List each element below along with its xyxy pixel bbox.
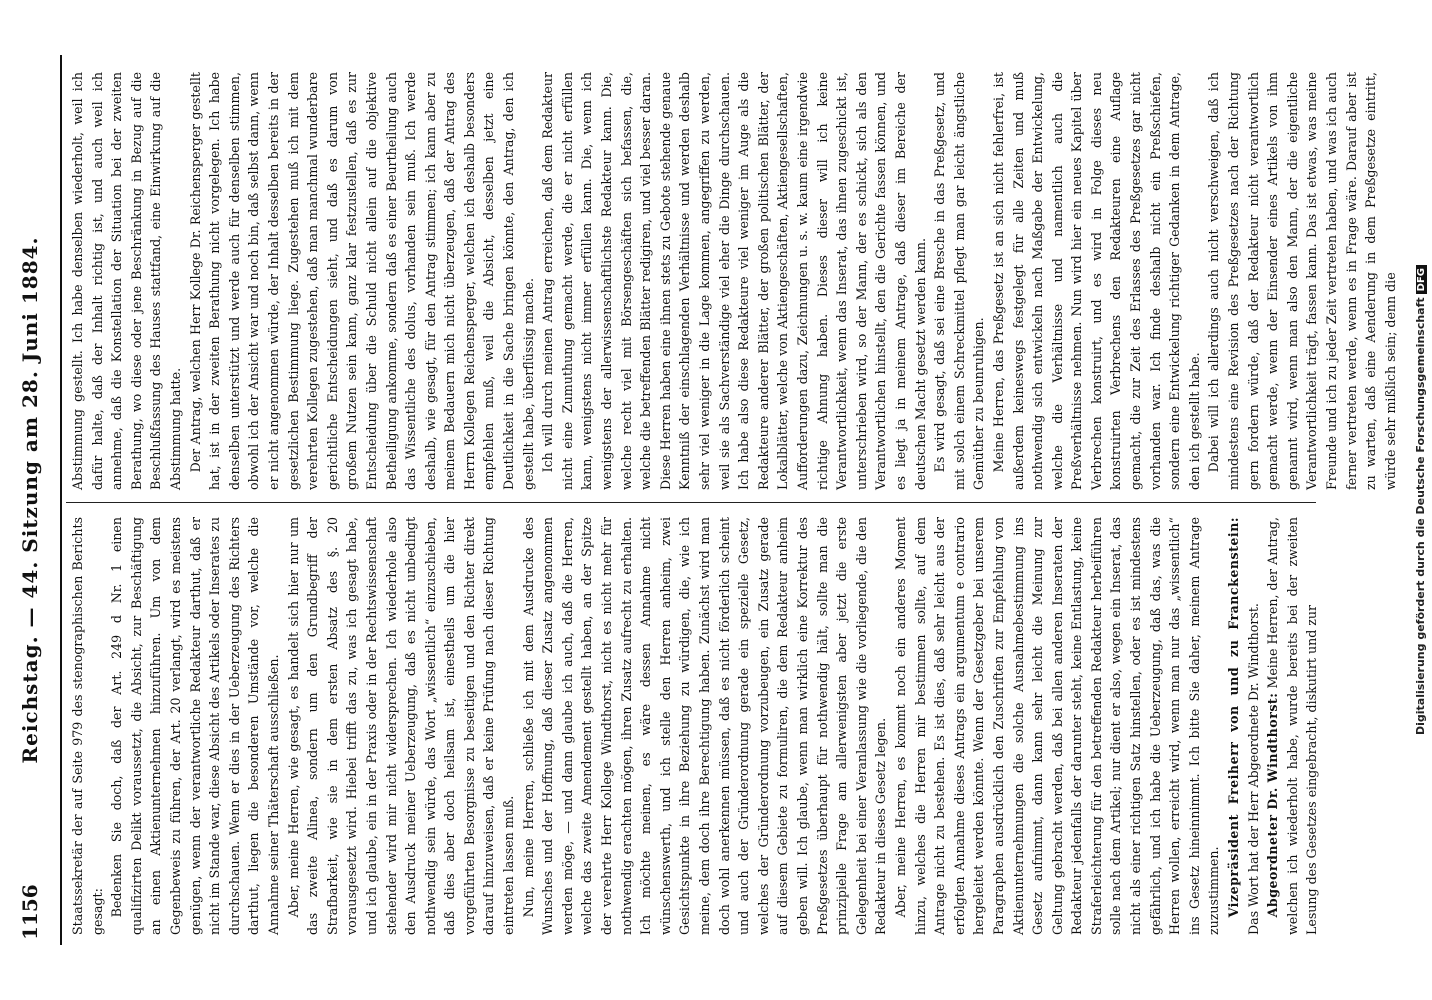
- left-column: [68, 517, 1318, 935]
- paragraph: Aber, meine Herren, es kommt noch ein anderes Moment hinzu, welches die Herren mir bestimmen sollte, auf dem Antrage nicht zu bestehen. Es ist dies, daß sehr leicht aus der erfolgten Annahme dieses Antrags ein argumentum e contrario hergeleitet werden könnte. Wenn der Gesetzgeber bei unserem Paragraphen ausdrücklich den Zuschriften zur Empfehlung von Aktienunternehmungen die solche Ausnahmebestimmung ins Gesetz aufnimmt, dann kann sehr leicht die Meinung zur Geltung gebracht werden, daß bei allen anderen Inseraten der Redakteur jedenfalls der darunter steht, keine Entlastung, keine Straferleichterung für den betreffenden Redakteur herbeiführen solle nach dem Artikel; nur dient er also, wegen ein Inserat, das nicht als einer richtigen Satz hinstellen, oder es ist mindestens gefährlich, und ich habe die Ueberzeugung, daß das, was die Herren wollen, erreicht wird, wenn man nur das „wissentlich“ ins Gesetz hineinnimmt. Ich bitte Sie daher, meinem Antrage zuzustimmen.: [892, 517, 1222, 935]
- speaker-text: Das Wort hat der Herr Abgeordnete Dr. Windthorst.: [1245, 603, 1261, 935]
- speaker-block: [1263, 517, 1322, 935]
- column-divider: [66, 502, 1316, 503]
- speaker-name: Vizepräsident Freiherr von und zu Franckenstein:: [1226, 517, 1242, 918]
- running-title: Reichstag. — 44. Sitzung am 28. Juni 1884.: [18, 236, 42, 764]
- page-number: 1156: [18, 884, 42, 940]
- paragraph: Staatssekretär der auf Seite 979 des stenographischen Berichts gesagt:: [70, 517, 105, 935]
- speaker-text: Meine Herren, der Antrag, welchen ich wiederholt habe, wurde bereits bei der zweiten Lesung des Gesetzes eingebracht, diskutirt und zur: [1265, 517, 1320, 935]
- paragraph: Abstimmung gestellt. Ich habe denselben wiederholt, weil ich dafür halte, daß der Inhalt richtig ist, und auch weil ich annehme, daß die Konstellation der Situation bei der zweiten Berathung, wo diese oder jene Beschränkung in Bezug auf die Beschlußfassung des Hauses stattfand, eine Einwirkung auf die Abstimmung hatte.: [70, 72, 183, 490]
- paragraph: Es wird gesagt, daß sei eine Bresche in das Preßgesetz, und mit solch einem Schreckmittel pflegt man gar leicht ängstliche Gemüther zu beunruhigen.: [932, 72, 987, 490]
- dfg-logo: DFG: [1416, 265, 1427, 294]
- paragraph: Meine Herren, das Preßgesetz ist an sich nicht fehlerfrei, ist außerdem keineswegs festgelegt für alle Zeiten und muß nothwendig sich entwickeln nach Maßgabe der Entwickelung, welche die Verhältnisse und namentlich auch die Preßverhältnisse nehmen. Nun wird hier ein neues Kapitel über Verbrechen konstruirt, und es wird in Folge dieses neu konstruirten Verbrechens den Redakteuren eine Auflage gemacht, die zur Zeit des Erlasses des Preßgesetzes gar nicht vorhanden war. Ich finde deshalb nicht ein Preßschiefen, sondern eine Entwickelung richtiger Gedanken in dem Antrage, den ich gestellt habe.: [990, 72, 1202, 490]
- paragraph: Bedenken Sie doch, daß der Art. 249 d Nr. 1 einen qualifizirten Delikt voraussetzt, die Absicht, zur Beschäftigung an einen Aktienunternehmen hinzuführen. Um von dem Gegenbeweis zu führen, der Art. 20 verlangt, wird es meistens genügen, wenn der verantwortliche Redakteur darthut, daß er nicht im Stande war, diese Absicht des Artikels oder Inserates zu durchschauen. Wenn er dies in der Ueberzeugung des Richters darthut, liegen die besonderen Umstände vor, welche die Annahme seiner Thäterschaft ausschließen.: [109, 517, 281, 935]
- header-rule: [60, 55, 62, 945]
- right-column: [68, 72, 1398, 490]
- paragraph: Aber, meine Herren, wie gesagt, es handelt sich hier nur um das zweite Alinea, sondern um den Grundbegriff der Strafbarkeit, wie sie in dem ersten Absatz des §. 20 vorausgesetzt wird. Hiebei trifft das zu, was ich gesagt habe, und ich glaube, ein in der Praxis oder in der Rechtswissenschaft stehender wird mir nicht widersprechen. Ich wiederhole also den Ausdruck meiner Ueberzeugung, daß es nicht unbedingt nothwendig sein würde, das Wort „wissentlich“ einzuschieben, daß dies aber doch heilsam ist, einestheils um die hier vorgeführten Besorgnisse zu beseitigen und den Richter direkt darauf hinzuweisen, daß er keine Prüfung nach dieser Richtung eintreten lassen muß.: [285, 517, 517, 935]
- credit-text: Digitalisierung gefördert durch die Deutsche Forschungsgemeinschaft: [1414, 297, 1427, 736]
- paragraph: Nun, meine Herren, schließe ich mit dem Ausdrucke des Wunsches und der Hoffnung, daß dieser Zusatz angenommen werden möge, — und dann glaube ich auch, daß die Herren, welche das zweite Amendement gestellt haben, an der Spitze der verehrte Herr Kollege Windthorst, nicht es nicht mehr für nothwendig erachten mögen, ihren Zusatz aufrecht zu erhalten. Ich möchte meinen, es wäre dessen Annahme nicht wünschenswerth, und ich stelle den Herren anheim, zwei Gesichtspunkte in ihre Beziehung zu würdigen, die, wie ich meine, dem doch ihre Berechtigung haben. Zunächst wird man doch wohl anerkennen müssen, daß es nicht förderlich scheint und auch der Gründerordnung gerade ein spezielle Gesetz, welches der Gründerordnung vorzubeugen, ein Zusatz gerade auf diesem Gebiete zu formuliren, die dem Redakteur anheim geben will. Ich glaube, wenn man wirklich eine Korrektur des Preßgesetzes überhaupt für nothwendig hält, sollte man die prinzipielle Frage am allerwenigsten aber jetzt die erste Gelegenheit bei einer Veranlassung wie die vorliegende, die den Redakteur in dieses Gesetz legen.: [520, 517, 889, 935]
- speaker-name: Abgeordneter Dr. Windthorst:: [1265, 692, 1281, 918]
- paragraph: Der Antrag, welchen Herr Kollege Dr. Reichensperger gestellt hat, ist in der zweiten Berathung nicht vorgelegen. Ich habe denselben unterstützt und werde auch für denselben stimmen, obwohl ich der Ansicht war und noch bin, daß selbst dann, wenn er nicht angenommen würde, der Inhalt desselben bereits in der gesetzlichen Bestimmung liege. Zugestehen muß ich mit dem verehrten Kollegen zugestehen, daß man manchmal wunderbare gerichtliche Entscheidungen sieht, und daß es darum von großem Nutzen sein kann, ganz klar festzustellen, daß es zur Entscheidung über die Schuld nicht allein auf die objektive Betheiligung ankomme, sondern daß es einer Beurtheilung auch das Wissentliche des dolus, vorhanden sein muß. Ich werde deshalb, wie gesagt, für den Antrag stimmen; ich kann aber zu meinem Bedauern mich nicht überzeugen, daß der Antrag des Herrn Kollegen Reichensperger, welchen ich deshalb besonders empfehlen muß, weil die Absicht, desselben jetzt eine Deutlichkeit in die Sache bringen könnte, den Antrag, den ich gestellt habe, überflüssig mache.: [187, 72, 536, 490]
- speaker-block: [1224, 517, 1263, 935]
- page-header: [14, 60, 48, 940]
- paragraph: Dabei will ich allerdings auch nicht verschweigen, daß ich mindestens eine Revision des Preßgesetzes nach der Richtung gern fordern würde, daß der Redakteur nicht verantwortlich gemacht werde, wenn der Einsender eines Artikels von ihm genannt wird, wenn man also den Mann, der die eigentliche Verantwortlichkeit trägt, fassen kann. Das ist etwas, was meine Freunde und ich zu jeder Zeit vertreten haben, und was ich auch ferner vertreten werde, wenn es in Frage wäre. Darauf aber ist zu warten, daß eine Aenderung in dem Preßgesetze eintritt, würde sehr mißlich sein; denn die: [1206, 72, 1398, 490]
- digitization-credit: [1414, 0, 1427, 1000]
- paragraph: Ich will durch meinen Antrag erreichen, daß dem Redakteur nicht eine Zumuthung gemacht werde, die er nicht erfüllen kann, wenigstens nicht immer erfüllen kann. Die, wenn ich wenigstens der allerwissenschaftlichste Redakteur kann. Die, welche recht viel mit Börsengeschäften sich befassen, die, welche die betreffenden Blätter redigiren, und viel besser daran. Diese Herren haben eine ihnen stets zu Gebote stehende genaue Kenntniß der einschlagenden Verhältnisse und werden deshalb sehr viel weniger in die Lage kommen, angegriffen zu werden, weil sie als Sachverständige viel eher die Dinge durchschauen. Ich habe also diese Redakteure viel weniger im Auge als die Redakteure anderer Blätter, der großen politischen Blätter, der Lokalblätter, welche von Aktiengeschäften, Aktiengesellschaften, Aufforderungen dazu, Zeichnungen u. s. w. kaum eine irgendwie richtige Ahnung haben. Dieses dieser will ich keine Verantwortlichkeit, wenn das Inserat, das ihnen zugeschickt ist, unterschrieben wird, so der Mann, der es schickt, sich als den Verantwortlichen hinstellt, den die Gerichte fassen können, und es liegt ja in meinem Antrage, daß dieser im Bereiche der deutschen Macht gesetzt werden kann.: [540, 72, 928, 490]
